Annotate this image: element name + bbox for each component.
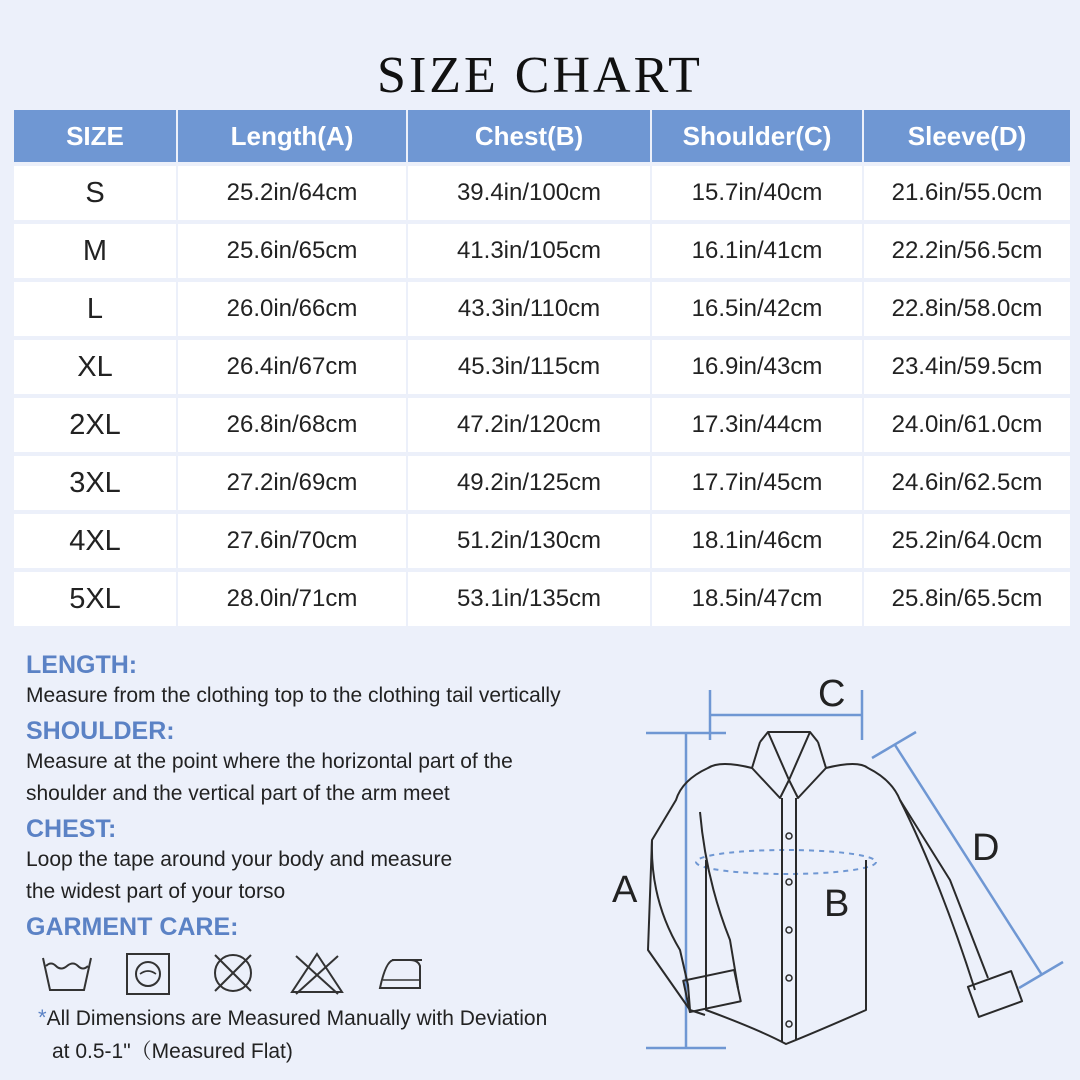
table-row: [14, 572, 1070, 626]
size-cell: L: [14, 282, 176, 336]
footnote: [38, 1001, 547, 1068]
measurement-cell: 43.3in/110cm: [408, 282, 650, 336]
measurement-cell: 17.7in/45cm: [652, 456, 862, 510]
measurement-cell: 25.8in/65.5cm: [864, 572, 1070, 626]
table-row: [14, 514, 1070, 568]
measurement-notes: [26, 650, 666, 942]
dimension-label-d: D: [972, 827, 1000, 869]
size-cell: 3XL: [14, 456, 176, 510]
measurement-cell: 27.2in/69cm: [178, 456, 406, 510]
chest-text-line1: Loop the tape around your body and measure: [26, 848, 453, 871]
page-title: SIZE CHART: [377, 47, 703, 104]
table-row: [14, 456, 1070, 510]
measurement-cell: 39.4in/100cm: [408, 166, 650, 220]
chest-heading: CHEST:: [26, 815, 117, 843]
measurement-cell: 47.2in/120cm: [408, 398, 650, 452]
header-size: SIZE: [14, 110, 176, 162]
chest-text-line2: the widest part of your torso: [26, 880, 286, 903]
measurement-cell: 24.6in/62.5cm: [864, 456, 1070, 510]
measurement-cell: 41.3in/105cm: [408, 224, 650, 278]
measurement-cell: 24.0in/61.0cm: [864, 398, 1070, 452]
iron-icon: [374, 950, 426, 996]
measurement-cell: 18.1in/46cm: [652, 514, 862, 568]
measurement-cell: 53.1in/135cm: [408, 572, 650, 626]
measurement-cell: 45.3in/115cm: [408, 340, 650, 394]
measurement-cell: 26.4in/67cm: [178, 340, 406, 394]
shoulder-heading: SHOULDER:: [26, 717, 175, 745]
size-cell: S: [14, 166, 176, 220]
measurement-cell: 25.2in/64cm: [178, 166, 406, 220]
measurement-cell: 16.5in/42cm: [652, 282, 862, 336]
measurement-cell: 25.2in/64.0cm: [864, 514, 1070, 568]
size-cell: 2XL: [14, 398, 176, 452]
shoulder-text-line2: shoulder and the vertical part of the arm meet: [26, 782, 450, 805]
footnote-asterisk: *: [38, 1005, 47, 1030]
garment-care-heading: GARMENT CARE:: [26, 913, 239, 941]
measurement-cell: 23.4in/59.5cm: [864, 340, 1070, 394]
tumble-dry-icon: [124, 950, 172, 996]
measurement-cell: 22.2in/56.5cm: [864, 224, 1070, 278]
chest-measure-ellipse: [696, 850, 876, 874]
dimension-label-c: C: [818, 673, 846, 715]
size-cell: M: [14, 224, 176, 278]
table-row: [14, 340, 1070, 394]
footnote-line2: at 0.5-1"（Measured Flat): [52, 1040, 293, 1063]
measurement-cell: 28.0in/71cm: [178, 572, 406, 626]
measurement-cell: 27.6in/70cm: [178, 514, 406, 568]
measurement-cell: 18.5in/47cm: [652, 572, 862, 626]
header-length: Length(A): [178, 110, 406, 162]
measurement-cell: 25.6in/65cm: [178, 224, 406, 278]
table-row: [14, 166, 1070, 220]
shirt-buttons: [786, 833, 792, 1027]
hand-wash-icon: [40, 950, 94, 996]
do-not-dry-clean-icon: [208, 950, 258, 996]
table-row: [14, 282, 1070, 336]
measurement-cell: 16.1in/41cm: [652, 224, 862, 278]
measurement-cell: 15.7in/40cm: [652, 166, 862, 220]
size-table: [12, 106, 1072, 630]
size-cell: 4XL: [14, 514, 176, 568]
measurement-cell: 22.8in/58.0cm: [864, 282, 1070, 336]
table-row: [14, 398, 1070, 452]
shoulder-text-line1: Measure at the point where the horizontal part of the: [26, 750, 513, 773]
dimension-label-a: A: [612, 869, 638, 911]
header-chest: Chest(B): [408, 110, 650, 162]
header-shoulder: Shoulder(C): [652, 110, 862, 162]
size-cell: 5XL: [14, 572, 176, 626]
header-sleeve: Sleeve(D): [864, 110, 1070, 162]
length-heading: LENGTH:: [26, 651, 138, 679]
dimension-label-b: B: [824, 883, 850, 925]
measurement-cell: 49.2in/125cm: [408, 456, 650, 510]
do-not-bleach-icon: [288, 950, 346, 996]
care-icons: [40, 950, 440, 1000]
size-table-header-row: [14, 110, 1070, 162]
measurement-cell: 26.0in/66cm: [178, 282, 406, 336]
measurement-cell: 26.8in/68cm: [178, 398, 406, 452]
measurement-cell: 16.9in/43cm: [652, 340, 862, 394]
measurement-cell: 51.2in/130cm: [408, 514, 650, 568]
sleeve-measure-line: [895, 745, 1042, 975]
size-cell: XL: [14, 340, 176, 394]
measurement-cell: 21.6in/55.0cm: [864, 166, 1070, 220]
table-row: [14, 224, 1070, 278]
measurement-cell: 17.3in/44cm: [652, 398, 862, 452]
footnote-line1: All Dimensions are Measured Manually with Deviation: [46, 1007, 548, 1030]
length-text: Measure from the clothing top to the clothing tail vertically: [26, 684, 561, 707]
shirt-measurement-diagram: [600, 660, 1080, 1080]
